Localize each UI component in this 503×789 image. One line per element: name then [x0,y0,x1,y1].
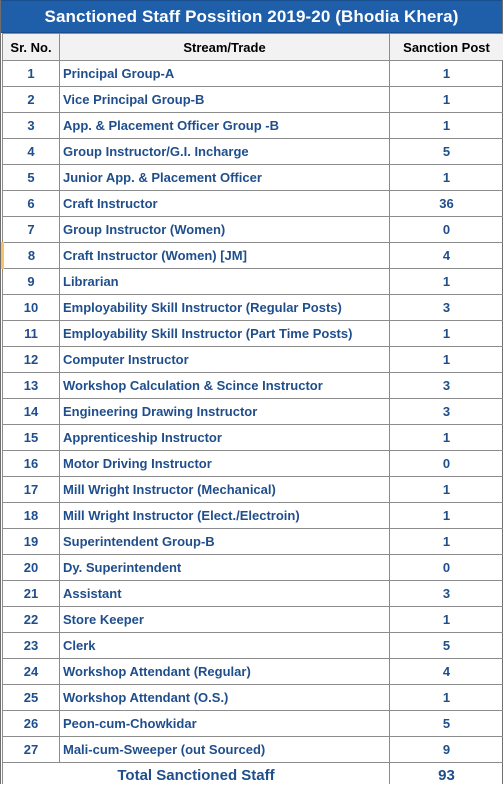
sr-number-cell: 25 [3,685,60,711]
table-row [3,451,503,477]
table-row [3,321,503,347]
sr-number-cell: 19 [3,529,60,555]
table-row [3,633,503,659]
table-row [3,295,503,321]
table-row [3,737,503,763]
stream-trade-cell: Vice Principal Group-B [60,87,390,113]
table-row [3,529,503,555]
sanction-post-cell: 0 [390,555,503,581]
stream-trade-cell: Dy. Superintendent [60,555,390,581]
sanction-post-cell: 4 [390,243,503,269]
sanction-post-cell: 0 [390,217,503,243]
sanction-post-cell: 9 [390,737,503,763]
table-row [3,581,503,607]
sanction-post-cell: 3 [390,373,503,399]
stream-trade-cell: Store Keeper [60,607,390,633]
sr-number-cell: 1 [3,61,60,87]
sanction-post-cell: 1 [390,321,503,347]
table-row [3,685,503,711]
sr-number-cell: 27 [3,737,60,763]
stream-trade-cell: Clerk [60,633,390,659]
sanction-post-cell: 5 [390,633,503,659]
sr-number-cell: 26 [3,711,60,737]
sr-number-cell: 20 [3,555,60,581]
sr-number-cell: 24 [3,659,60,685]
stream-trade-cell: Librarian [60,269,390,295]
sr-number-cell: 6 [3,191,60,217]
stream-trade-cell: Apprenticeship Instructor [60,425,390,451]
table-row [3,87,503,113]
stream-trade-cell: Mali-cum-Sweeper (out Sourced) [60,737,390,763]
sr-number-cell: 5 [3,165,60,191]
sanction-post-cell: 1 [390,113,503,139]
sanction-post-cell: 1 [390,607,503,633]
sr-number-cell: 9 [3,269,60,295]
sanction-post-cell: 0 [390,451,503,477]
sanction-post-cell: 1 [390,477,503,503]
stream-trade-cell: Workshop Attendant (O.S.) [60,685,390,711]
stream-trade-cell: Workshop Attendant (Regular) [60,659,390,685]
total-label: Total Sanctioned Staff [3,763,390,789]
table-row [3,243,503,269]
stream-trade-cell: Workshop Calculation & Scince Instructor [60,373,390,399]
sanction-post-cell: 5 [390,711,503,737]
sanction-post-cell: 3 [390,295,503,321]
sanction-post-cell: 1 [390,269,503,295]
sr-number-cell: 7 [3,217,60,243]
stream-trade-cell: Craft Instructor (Women) [JM] [60,243,390,269]
sanction-post-cell: 1 [390,685,503,711]
stream-trade-cell: Employability Skill Instructor (Regular Posts) [60,295,390,321]
sanction-post-cell: 1 [390,165,503,191]
sanction-post-cell: 3 [390,399,503,425]
stream-trade-cell: Craft Instructor [60,191,390,217]
sr-number-cell: 4 [3,139,60,165]
table-row [3,373,503,399]
table-row [3,191,503,217]
stream-trade-cell: Employability Skill Instructor (Part Time Posts) [60,321,390,347]
sanction-post-cell: 1 [390,425,503,451]
stream-trade-cell: Computer Instructor [60,347,390,373]
sanction-post-cell: 1 [390,347,503,373]
table-row [3,503,503,529]
sr-number-cell: 23 [3,633,60,659]
sr-number-cell: 13 [3,373,60,399]
sanction-post-cell: 1 [390,503,503,529]
stream-trade-cell: Principal Group-A [60,61,390,87]
table-row [3,477,503,503]
stream-trade-cell: Engineering Drawing Instructor [60,399,390,425]
sr-number-cell: 3 [3,113,60,139]
staff-rows [3,61,503,763]
stream-trade-cell: App. & Placement Officer Group -B [60,113,390,139]
staff-table [1,33,503,789]
sr-number-cell: 18 [3,503,60,529]
stream-trade-cell: Assistant [60,581,390,607]
stream-trade-cell: Peon-cum-Chowkidar [60,711,390,737]
sanction-post-cell: 4 [390,659,503,685]
sr-number-cell: 16 [3,451,60,477]
table-row [3,139,503,165]
sanction-post-cell: 36 [390,191,503,217]
sr-number-cell: 10 [3,295,60,321]
table-row [3,269,503,295]
table-row [3,659,503,685]
sanction-post-cell: 3 [390,581,503,607]
table-row [3,425,503,451]
sr-number-cell: 2 [3,87,60,113]
header-sr-no: Sr. No. [3,34,60,61]
bottom-strip [0,784,503,789]
table-row [3,555,503,581]
table-row [3,217,503,243]
stream-trade-cell: Group Instructor (Women) [60,217,390,243]
sr-number-cell: 21 [3,581,60,607]
header-sanction-post: Sanction Post [390,34,503,61]
stream-trade-cell: Mill Wright Instructor (Elect./Electroin) [60,503,390,529]
sr-number-cell: 22 [3,607,60,633]
stream-trade-cell: Group Instructor/G.I. Incharge [60,139,390,165]
sr-number-cell: 17 [3,477,60,503]
sr-number-cell: 15 [3,425,60,451]
table-row [3,61,503,87]
stream-trade-cell: Superintendent Group-B [60,529,390,555]
table-row [3,165,503,191]
sr-number-cell: 12 [3,347,60,373]
sanction-post-cell: 5 [390,139,503,165]
stream-trade-cell: Mill Wright Instructor (Mechanical) [60,477,390,503]
sr-number-cell: 11 [3,321,60,347]
table-row [3,711,503,737]
sr-number-cell: 8 [3,243,60,269]
header-stream-trade: Stream/Trade [60,34,390,61]
stream-trade-cell: Motor Driving Instructor [60,451,390,477]
table-row [3,113,503,139]
sanction-post-cell: 1 [390,61,503,87]
total-value: 93 [390,763,503,789]
table-row [3,399,503,425]
header-row [3,34,503,61]
sanction-post-cell: 1 [390,529,503,555]
sr-number-cell: 14 [3,399,60,425]
table-row [3,607,503,633]
stream-trade-cell: Junior App. & Placement Officer [60,165,390,191]
sanction-post-cell: 1 [390,87,503,113]
table-row [3,347,503,373]
sheet-title: Sanctioned Staff Possition 2019-20 (Bhodia Khera) [1,0,502,33]
